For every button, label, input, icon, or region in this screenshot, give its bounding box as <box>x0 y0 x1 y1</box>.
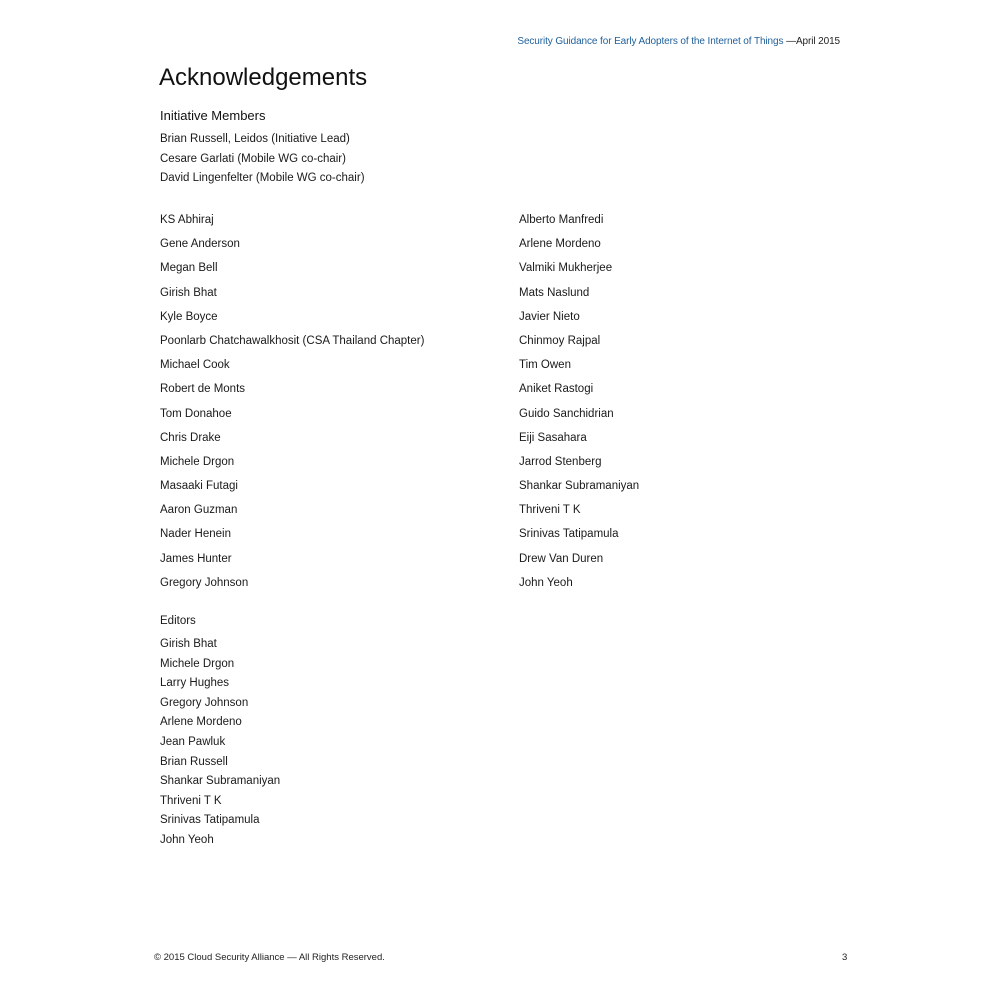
member-name: Shankar Subramaniyan <box>519 480 640 493</box>
editor-name: Gregory Johnson <box>160 696 249 709</box>
footer-copyright: © 2015 Cloud Security Alliance — All Rights Reserved. <box>154 952 385 963</box>
member-name: Aniket Rastogi <box>519 383 594 396</box>
editor-name: Jean Pawluk <box>160 735 226 748</box>
member-name: Megan Bell <box>160 262 218 275</box>
member-name: Aaron Guzman <box>160 504 238 517</box>
member-name: Kyle Boyce <box>160 310 218 323</box>
member-name: Gregory Johnson <box>160 576 249 589</box>
member-name: Thriveni T K <box>519 504 581 517</box>
member-name: Tom Donahoe <box>160 407 232 420</box>
member-name: Girish Bhat <box>160 286 217 299</box>
page-number: 3 <box>842 952 848 963</box>
editor-name: Larry Hughes <box>160 677 230 690</box>
member-name: Javier Nieto <box>519 310 580 323</box>
lead-item: David Lingenfelter (Mobile WG co-chair) <box>160 172 365 184</box>
members-list-right <box>519 211 639 598</box>
editor-name: Girish Bhat <box>160 638 217 650</box>
member-name: Masaaki Futagi <box>160 480 238 493</box>
member-name: Poonlarb Chatchawalkhosit (CSA Thailand Chapter) <box>160 334 425 347</box>
lead-item: Brian Russell, Leidos (Initiative Lead) <box>160 133 350 145</box>
member-name: Nader Henein <box>160 528 231 541</box>
editor-name: Thriveni T K <box>160 794 222 807</box>
member-name: Arlene Mordeno <box>519 238 601 251</box>
document-series-title: Security Guidance for Early Adopters of the Internet of Things <box>517 36 784 47</box>
editors-heading: Editors <box>160 615 196 627</box>
member-name: John Yeoh <box>519 576 573 589</box>
editor-name: Shankar Subramaniyan <box>160 775 281 788</box>
editors-list <box>160 635 280 851</box>
initiative-leads <box>160 130 365 189</box>
lead-item: Cesare Garlati (Mobile WG co-chair) <box>160 152 346 165</box>
member-name: Srinivas Tatipamula <box>519 528 619 541</box>
member-name: James Hunter <box>160 552 232 565</box>
member-name: Drew Van Duren <box>519 552 604 565</box>
editor-name: John Yeoh <box>160 833 214 846</box>
member-name: Michael Cook <box>160 359 230 372</box>
member-name: Chinmoy Rajpal <box>519 334 601 347</box>
member-name: Mats Naslund <box>519 286 590 299</box>
member-name: Gene Anderson <box>160 238 240 251</box>
editor-name: Srinivas Tatipamula <box>160 814 260 827</box>
members-list-left <box>160 211 424 598</box>
initiative-members-heading: Initiative Members <box>160 108 266 123</box>
member-name: Jarrod Stenberg <box>519 455 602 468</box>
member-name: KS Abhiraj <box>160 214 214 226</box>
member-name: Eiji Sasahara <box>519 431 587 444</box>
member-name: Alberto Manfredi <box>519 214 604 226</box>
editor-name: Brian Russell <box>160 755 228 768</box>
page-title: Acknowledgements <box>159 64 368 91</box>
member-name: Robert de Monts <box>160 383 246 396</box>
editor-name: Arlene Mordeno <box>160 716 242 729</box>
document-date: —April 2015 <box>786 36 840 47</box>
member-name: Michele Drgon <box>160 455 235 468</box>
member-name: Valmiki Mukherjee <box>519 262 613 275</box>
member-name: Chris Drake <box>160 431 221 444</box>
editor-name: Michele Drgon <box>160 657 235 670</box>
member-name: Guido Sanchidrian <box>519 407 614 420</box>
member-name: Tim Owen <box>519 359 571 372</box>
running-header <box>517 36 840 47</box>
